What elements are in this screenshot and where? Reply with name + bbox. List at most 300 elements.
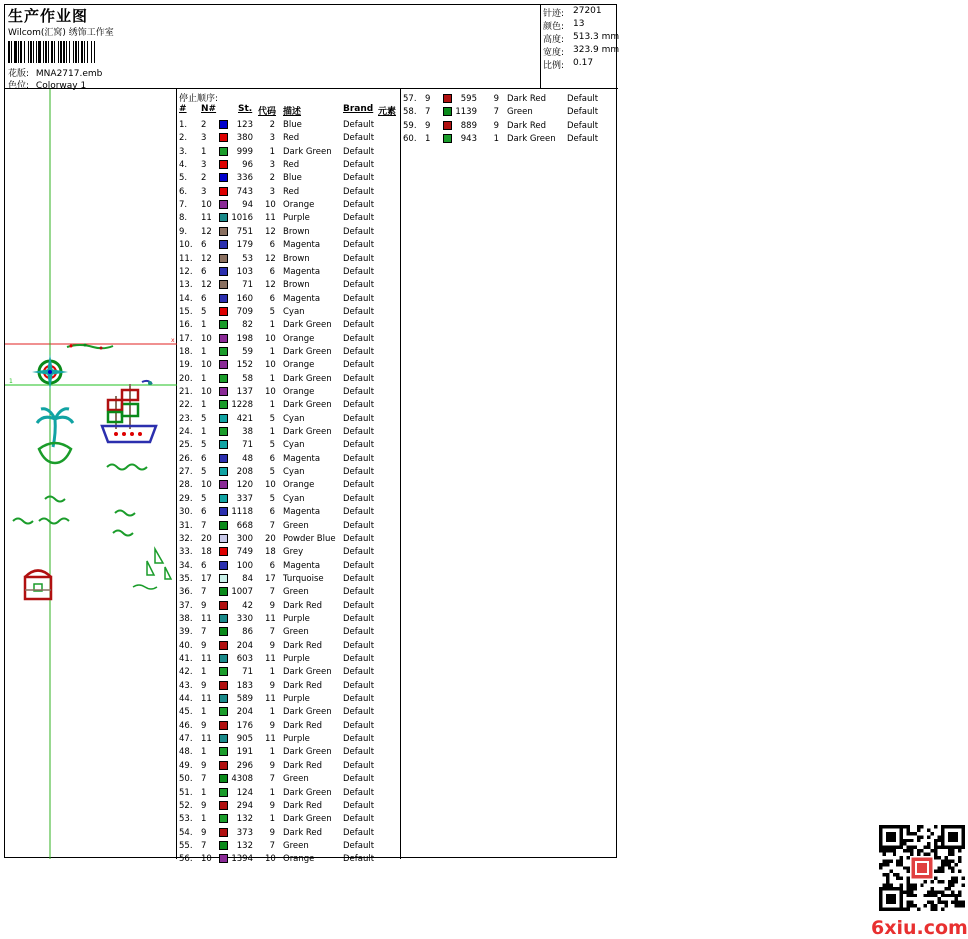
stop-sequence-column-2 (401, 89, 968, 939)
brand-name: Default (343, 507, 375, 518)
brand-name: Default (343, 467, 375, 478)
treasure-chest-motif (25, 571, 51, 600)
stitch-count: 42 (242, 600, 253, 611)
color-desc: Orange (283, 360, 315, 371)
stop-num: 27. (179, 467, 193, 478)
table-row (177, 373, 401, 386)
svg-text:x: x (171, 337, 175, 344)
table-row (177, 533, 401, 546)
stat-stitches (543, 6, 602, 19)
stat-width (543, 45, 620, 58)
stitch-count: 337 (236, 493, 253, 504)
brand-name: Default (343, 453, 375, 464)
table-row (177, 199, 401, 212)
needle-num: 10 (201, 333, 212, 344)
needle-num: 5 (201, 467, 207, 478)
color-code: 10 (265, 387, 276, 397)
color-desc: Purple (283, 213, 310, 224)
color-desc: Dark Red (283, 600, 323, 611)
color-desc: Cyan (283, 467, 305, 478)
table-row (177, 266, 401, 279)
color-code: 6 (269, 507, 275, 518)
needle-num: 11 (201, 694, 212, 705)
stop-num: 6. (179, 186, 188, 197)
brand-name: Default (343, 413, 375, 424)
table-header (177, 104, 401, 116)
stitch-count: 709 (236, 306, 253, 317)
needle-num: 9 (425, 94, 431, 104)
stop-num: 52. (179, 800, 193, 811)
brand-name: Default (343, 226, 375, 237)
stop-num: 22. (179, 400, 193, 411)
stitch-count: 132 (236, 840, 253, 851)
barcode-bar (95, 41, 96, 63)
needle-num: 7 (425, 107, 431, 118)
site-logo: 6xiu.com (871, 917, 968, 939)
stats-panel (541, 5, 618, 89)
color-code: 5 (269, 493, 275, 504)
brand-name: Default (343, 186, 375, 197)
stop-num: 3. (179, 146, 188, 157)
brand-name: Default (343, 640, 375, 651)
header-element: 元素 (378, 107, 397, 117)
color-desc: Green (283, 587, 309, 598)
stitch-count: 100 (236, 560, 253, 571)
stop-num: 57. (403, 94, 417, 104)
stitch-count: 1228 (231, 400, 253, 411)
table-row (177, 146, 401, 159)
color-desc: Purple (283, 654, 310, 664)
stop-num: 45. (179, 707, 193, 718)
stitch-count: 152 (236, 360, 253, 371)
stitch-count: 1139 (455, 107, 477, 118)
waves-motif (13, 465, 147, 536)
color-desc: Magenta (283, 507, 321, 518)
needle-num: 10 (201, 854, 212, 865)
stitch-count: 1118 (231, 507, 253, 518)
brand-name: Default (343, 747, 375, 758)
brand-name: Default (343, 613, 375, 624)
stop-num: 1. (179, 120, 188, 130)
brand-name: Default (343, 680, 375, 691)
stat-value: 0.17 (573, 58, 594, 68)
needle-num: 9 (201, 680, 207, 691)
needle-num: 12 (201, 226, 212, 237)
color-code: 12 (265, 253, 276, 264)
color-desc: Dark Red (283, 720, 323, 731)
color-code: 3 (269, 186, 275, 197)
color-desc: Orange (283, 200, 315, 211)
color-desc: Dark Red (507, 120, 547, 131)
file-label: 花版: (8, 69, 30, 79)
table-row (177, 413, 401, 426)
brand-name: Default (343, 440, 375, 451)
color-desc: Dark Green (283, 707, 332, 718)
colorway-label: 色位: (8, 81, 30, 91)
table-row (177, 293, 401, 306)
needle-num: 6 (201, 266, 207, 277)
brand-name: Default (343, 293, 375, 304)
brand-name: Default (343, 720, 375, 731)
stitch-count: 595 (460, 94, 477, 104)
stop-num: 47. (179, 734, 193, 745)
brand-name: Default (567, 107, 599, 118)
brand-name: Default (343, 146, 375, 157)
header-needle: N# (201, 104, 217, 114)
needle-num: 7 (201, 627, 207, 638)
svg-text:1: 1 (9, 378, 13, 385)
table-row (177, 426, 401, 439)
needle-num: 9 (201, 760, 207, 771)
page-title: 生产作业图 (8, 7, 89, 25)
brand-name: Default (343, 547, 375, 558)
color-code: 9 (269, 827, 275, 838)
brand-name: Default (343, 560, 375, 571)
stat-label: 针迹: (543, 9, 565, 19)
color-code: 7 (269, 840, 275, 851)
stitch-count: 94 (242, 200, 253, 211)
needle-num: 10 (201, 360, 212, 371)
stop-num: 41. (179, 654, 193, 664)
stat-label: 高度: (543, 35, 565, 45)
stitch-count: 183 (236, 680, 253, 691)
color-desc: Purple (283, 734, 310, 745)
stitch-count: 668 (236, 520, 253, 531)
brand-name: Default (343, 160, 375, 171)
needle-num: 10 (201, 480, 212, 491)
color-desc: Cyan (283, 493, 305, 504)
stop-num: 20. (179, 373, 193, 384)
color-desc: Magenta (283, 453, 321, 464)
stitch-count: 48 (242, 453, 253, 464)
stitch-count: 204 (236, 707, 253, 718)
stop-sequence-label: 停止顺序: (179, 94, 219, 104)
table-row (177, 359, 401, 372)
stat-scale (543, 58, 594, 71)
stat-value: 513.3 mm (573, 32, 620, 42)
palm-island-motif (37, 409, 73, 463)
color-desc: Magenta (283, 560, 321, 571)
color-code: 9 (269, 760, 275, 771)
needle-num: 9 (425, 120, 431, 131)
color-desc: Orange (283, 387, 315, 397)
table-row (177, 666, 401, 679)
table-row (177, 840, 401, 853)
color-desc: Dark Red (283, 800, 323, 811)
brand-name: Default (343, 520, 375, 531)
stop-num: 53. (179, 814, 193, 825)
stop-num: 5. (179, 173, 188, 184)
stop-sequence-column-1 (177, 89, 401, 865)
color-desc: Brown (283, 280, 310, 291)
color-code: 11 (265, 734, 276, 745)
color-desc: Brown (283, 253, 310, 264)
needle-num: 3 (201, 186, 207, 197)
stitch-count: 751 (236, 226, 253, 237)
stop-num: 10. (179, 240, 193, 251)
stop-num: 34. (179, 560, 193, 571)
needle-num: 2 (201, 173, 207, 184)
color-code: 6 (269, 266, 275, 277)
brand-name: Default (343, 800, 375, 811)
table-row (177, 600, 401, 613)
stop-num: 7. (179, 200, 188, 211)
stop-num: 12. (179, 266, 193, 277)
table-row (177, 706, 401, 719)
table-row (177, 680, 401, 693)
color-code: 6 (269, 293, 275, 304)
brand-name: Default (343, 694, 375, 705)
brand-name: Default (343, 480, 375, 491)
table-row (177, 546, 401, 559)
color-desc: Magenta (283, 266, 321, 277)
needle-num: 6 (201, 507, 207, 518)
brand-name: Default (343, 373, 375, 384)
stitch-count: 82 (242, 320, 253, 331)
stitch-count: 589 (236, 694, 253, 705)
color-code: 20 (265, 533, 276, 544)
table-row (177, 212, 401, 225)
table-row (177, 186, 401, 199)
table-row (177, 172, 401, 185)
color-desc: Grey (283, 547, 304, 558)
color-code: 9 (269, 800, 275, 811)
color-code: 9 (269, 680, 275, 691)
color-code: 10 (265, 200, 276, 211)
stitch-count: 59 (242, 346, 253, 357)
color-desc: Cyan (283, 306, 305, 317)
color-code: 2 (269, 173, 275, 184)
brand-name: Default (343, 306, 375, 317)
color-code: 12 (265, 226, 276, 237)
color-code: 11 (265, 654, 276, 664)
stitch-count: 603 (236, 654, 253, 664)
color-code: 7 (269, 627, 275, 638)
color-desc: Dark Green (507, 134, 556, 145)
color-desc: Orange (283, 854, 315, 865)
stat-value: 13 (573, 19, 585, 29)
table-row (177, 560, 401, 573)
needle-num: 5 (201, 413, 207, 424)
color-code: 17 (265, 573, 276, 584)
stop-num: 19. (179, 360, 193, 371)
color-desc: Dark Red (283, 760, 323, 771)
stitch-count: 53 (242, 253, 253, 264)
brand-name: Default (343, 654, 375, 664)
stitch-count: 204 (236, 640, 253, 651)
color-code: 11 (265, 213, 276, 224)
color-desc: Orange (283, 480, 315, 491)
table-row (177, 626, 401, 639)
stop-num: 21. (179, 387, 193, 397)
brand-name: Default (567, 120, 599, 131)
stop-num: 44. (179, 694, 193, 705)
stop-num: 43. (179, 680, 193, 691)
table-row (401, 120, 625, 133)
table-row (177, 239, 401, 252)
brand-name: Default (567, 94, 599, 104)
table-row (177, 319, 401, 332)
needle-num: 1 (425, 134, 431, 145)
table-row (177, 399, 401, 412)
brand-name: Default (343, 320, 375, 331)
color-code: 10 (265, 854, 276, 865)
stitch-count: 84 (242, 573, 253, 584)
stat-label: 比例: (543, 61, 565, 71)
table-row (177, 800, 401, 813)
color-desc: Green (507, 107, 533, 118)
stop-num: 38. (179, 613, 193, 624)
brand-name: Default (343, 854, 375, 865)
needle-num: 1 (201, 814, 207, 825)
brand-name: Default (343, 493, 375, 504)
stop-num: 29. (179, 493, 193, 504)
needle-num: 1 (201, 346, 207, 357)
table-row (177, 466, 401, 479)
color-code: 1 (269, 707, 275, 718)
needle-num: 11 (201, 613, 212, 624)
color-desc: Dark Green (283, 747, 332, 758)
header-stitches: St. (238, 104, 253, 114)
header-code: 代码 (258, 107, 277, 117)
table-row (177, 333, 401, 346)
color-code: 9 (269, 600, 275, 611)
color-code: 1 (493, 134, 499, 145)
color-code: 9 (269, 720, 275, 731)
stop-num: 60. (403, 134, 417, 145)
stop-num: 24. (179, 427, 193, 438)
stitch-count: 1007 (231, 587, 253, 598)
stop-num: 14. (179, 293, 193, 304)
color-code: 11 (265, 694, 276, 705)
color-desc: Dark Green (283, 667, 332, 678)
worksheet-frame (4, 4, 968, 939)
stitch-count: 38 (242, 427, 253, 438)
color-code: 5 (269, 440, 275, 451)
brand-name: Default (343, 627, 375, 638)
table-row (177, 159, 401, 172)
color-code: 1 (269, 146, 275, 157)
table-row (401, 106, 625, 119)
needle-num: 1 (201, 667, 207, 678)
needle-num: 7 (201, 520, 207, 531)
table-row (177, 479, 401, 492)
color-code: 5 (269, 306, 275, 317)
brand-name: Default (343, 587, 375, 598)
color-code: 1 (269, 320, 275, 331)
stat-value: 27201 (573, 6, 602, 16)
needle-num: 7 (201, 840, 207, 851)
brand-name: Default (343, 707, 375, 718)
stitch-count: 96 (242, 160, 253, 171)
color-desc: Green (283, 774, 309, 785)
color-desc: Red (283, 133, 300, 144)
stitch-count: 1394 (231, 854, 253, 865)
stitch-count: 294 (236, 800, 253, 811)
stop-num: 40. (179, 640, 193, 651)
stat-label: 颜色: (543, 22, 565, 32)
brand-name: Default (343, 333, 375, 344)
needle-num: 1 (201, 747, 207, 758)
color-code: 11 (265, 613, 276, 624)
brand-name: Default (343, 760, 375, 771)
stitch-count: 889 (460, 120, 477, 131)
qr-code (879, 825, 965, 911)
brand-name: Default (343, 173, 375, 184)
brand-name: Default (343, 734, 375, 745)
table-row (177, 453, 401, 466)
stat-value: 323.9 mm (573, 45, 620, 55)
color-code: 6 (269, 453, 275, 464)
table-row (177, 279, 401, 292)
stitch-count: 176 (236, 720, 253, 731)
color-code: 10 (265, 480, 276, 491)
brand-name: Default (343, 400, 375, 411)
brand-name: Default (343, 774, 375, 785)
needle-num: 10 (201, 200, 212, 211)
brand-name: Default (343, 133, 375, 144)
needle-num: 11 (201, 213, 212, 224)
header-brand: Brand (343, 104, 374, 114)
ship-motif (102, 381, 156, 442)
table-row (177, 746, 401, 759)
needle-num: 5 (201, 493, 207, 504)
color-code: 10 (265, 333, 276, 344)
table-row (177, 787, 401, 800)
table-row (177, 119, 401, 132)
stop-num: 2. (179, 133, 188, 144)
stop-num: 46. (179, 720, 193, 731)
needle-num: 9 (201, 640, 207, 651)
brand-name: Default (343, 573, 375, 584)
table-row (177, 853, 401, 866)
needle-num: 11 (201, 654, 212, 664)
brand-name: Default (343, 346, 375, 357)
stop-num: 55. (179, 840, 193, 851)
color-desc: Magenta (283, 240, 321, 251)
brand-name: Default (343, 200, 375, 211)
table-row (177, 827, 401, 840)
stop-num: 39. (179, 627, 193, 638)
brand-name: Default (343, 280, 375, 291)
needle-num: 6 (201, 240, 207, 251)
color-code: 10 (265, 360, 276, 371)
stitch-count: 296 (236, 760, 253, 771)
color-desc: Dark Red (507, 94, 547, 104)
brand-name: Default (343, 600, 375, 611)
color-desc: Purple (283, 694, 310, 705)
stitch-count: 71 (242, 440, 253, 451)
needle-num: 9 (201, 720, 207, 731)
color-code: 1 (269, 667, 275, 678)
brand-name: Default (343, 840, 375, 851)
color-desc: Dark Green (283, 320, 332, 331)
table-row (177, 226, 401, 239)
table-row (177, 653, 401, 666)
stat-label: 宽度: (543, 48, 565, 58)
color-code: 1 (269, 346, 275, 357)
company-name: Wilcom(汇窝) 绣饰工作室 (8, 28, 114, 38)
color-desc: Green (283, 627, 309, 638)
needle-num: 6 (201, 293, 207, 304)
brand-name: Default (343, 427, 375, 438)
table-row (177, 520, 401, 533)
stitch-count: 905 (236, 734, 253, 745)
stop-num: 8. (179, 213, 188, 224)
header-info (5, 5, 541, 89)
colorway-name: Colorway 1 (35, 81, 87, 91)
needle-num: 1 (201, 146, 207, 157)
